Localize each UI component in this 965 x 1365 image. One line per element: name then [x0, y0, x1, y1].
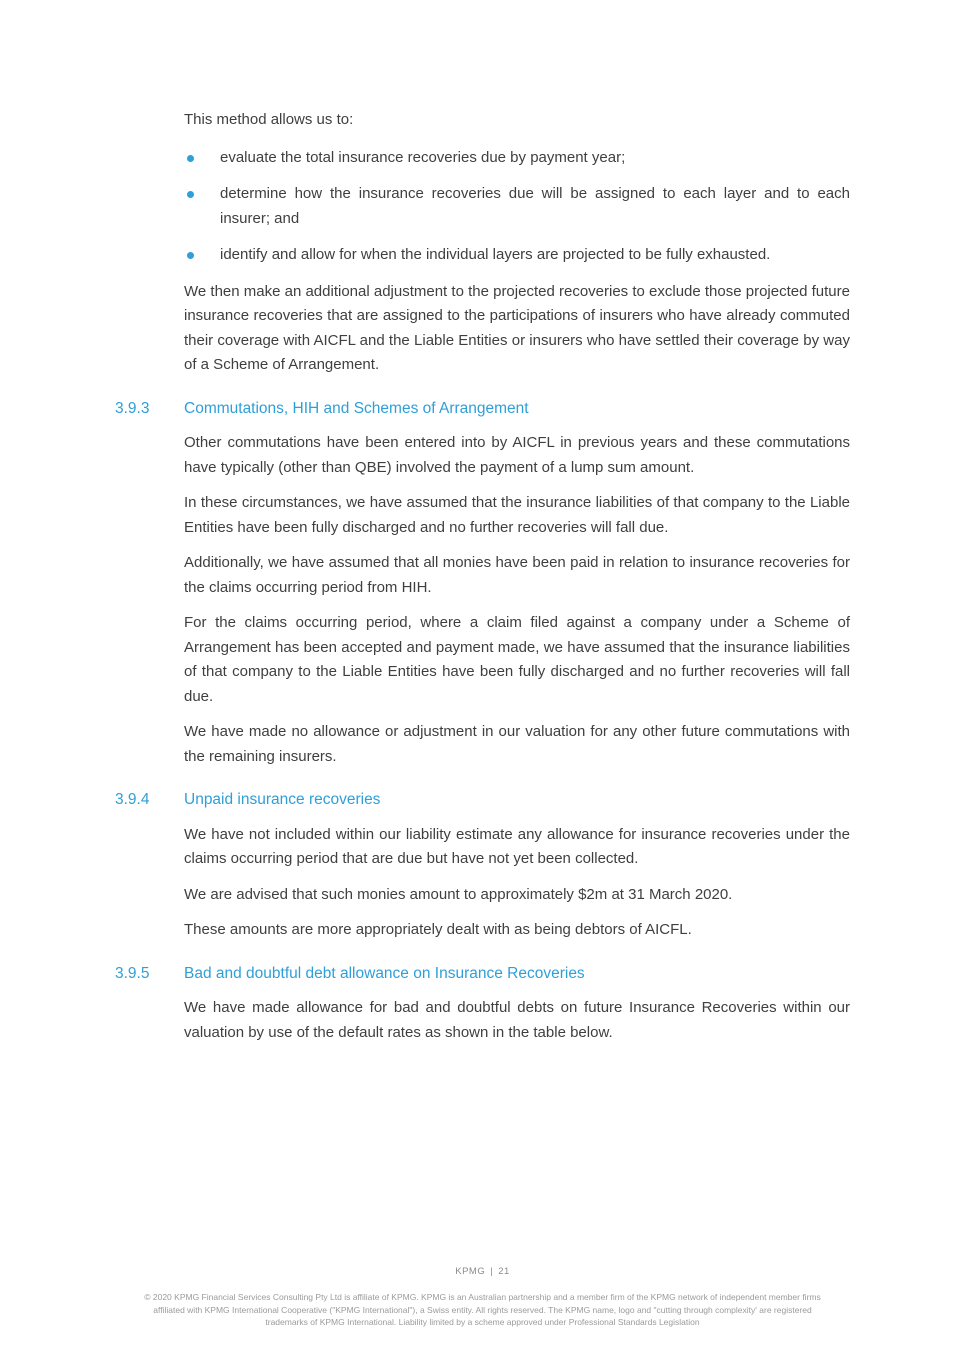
bullet-text: evaluate the total insurance recoveries due by payment year;	[220, 148, 626, 166]
bullet-icon	[187, 155, 194, 162]
paragraph: Additionally, we have assumed that all monies have been paid in relation to insurance recoveries for the claims occurring period from HIH.	[184, 554, 850, 596]
intro-paragraph: This method allows us to:	[184, 111, 354, 128]
section-title: Bad and doubtful debt allowance on Insurance Recoveries	[184, 964, 585, 982]
bullet-text: identify and allow for when the individual layers are projected to be fully exhausted.	[220, 246, 771, 263]
page-content	[115, 108, 850, 1056]
section-heading-393	[115, 397, 850, 422]
bullet-item	[184, 146, 850, 171]
paragraph: We then make an additional adjustment to the projected recoveries to exclude those projected future insurance recoveries that are assigned to the participations of insurers who have already commuted their coverage with AICFL and the Liable Entities or insurers who have settled their coverage by way of a Scheme of Arrangement.	[184, 282, 850, 373]
copyright-notice	[0, 1291, 965, 1329]
copyright-line: trademarks of KPMG International. Liability limited by a scheme approved under Professional Standards Legislation	[265, 1317, 700, 1327]
paragraph: We have not included within our liability estimate any allowance for insurance recoveries under the claims occurring period that are due but have not yet been collected.	[184, 825, 850, 867]
section-number: 3.9.4	[115, 791, 150, 808]
bullet-text: determine how the insurance recoveries due will be assigned to each layer and to each insurer; and	[220, 185, 850, 227]
section-number: 3.9.5	[115, 964, 150, 982]
copyright-line: © 2020 KPMG Financial Services Consulting Pty Ltd is affiliate of KPMG. KPMG is an Australian partnership and a member firm of the KPMG network of independent member firms	[144, 1292, 821, 1302]
section-heading-394	[115, 788, 850, 813]
footer-page-number: 21	[498, 1266, 510, 1277]
paragraph: Other commutations have been entered into by AICFL in previous years and these commutations have typically (other than QBE) involved the payment of a lump sum amount.	[184, 434, 850, 476]
copyright-line: affiliated with KPMG International Cooperative ("KPMG International"), a Swiss entity. All rights reserved. The KPMG name, logo and "cutting through complexity' are registered	[153, 1304, 812, 1315]
page-number-line	[0, 1266, 965, 1277]
paragraph: These amounts are more appropriately dealt with as being debtors of AICFL.	[184, 921, 692, 938]
section-title: Unpaid insurance recoveries	[184, 791, 381, 808]
paragraph: We have made no allowance or adjustment in our valuation for any other future commutations with the remaining insurers.	[184, 723, 850, 765]
bullet-item	[184, 182, 850, 231]
section-title: Commutations, HIH and Schemes of Arrangement	[184, 399, 529, 417]
footer-brand: KPMG	[455, 1266, 486, 1277]
footer-separator: |	[490, 1266, 494, 1277]
bullet-icon	[187, 252, 194, 259]
paragraph: In these circumstances, we have assumed that the insurance liabilities of that company to the Liable Entities have been fully discharged and no further recoveries will fall due.	[184, 494, 850, 536]
paragraph: For the claims occurring period, where a claim filed against a company under a Scheme of Arrangement has been accepted and payment made, we have assumed that the insurance liabilities of that company to the Liable Entities have been fully discharged and no further recoveries will fall due.	[184, 614, 850, 705]
bullet-list	[184, 146, 850, 268]
bullet-icon	[187, 191, 194, 198]
section-number: 3.9.3	[115, 399, 150, 417]
paragraph: We are advised that such monies amount to approximately $2m at 31 March 2020.	[184, 885, 733, 903]
bullet-item	[184, 243, 850, 268]
paragraph: We have made allowance for bad and doubtful debts on future Insurance Recoveries within our valuation by use of the default rates as shown in the table below.	[184, 999, 850, 1041]
section-heading-395	[115, 962, 850, 987]
